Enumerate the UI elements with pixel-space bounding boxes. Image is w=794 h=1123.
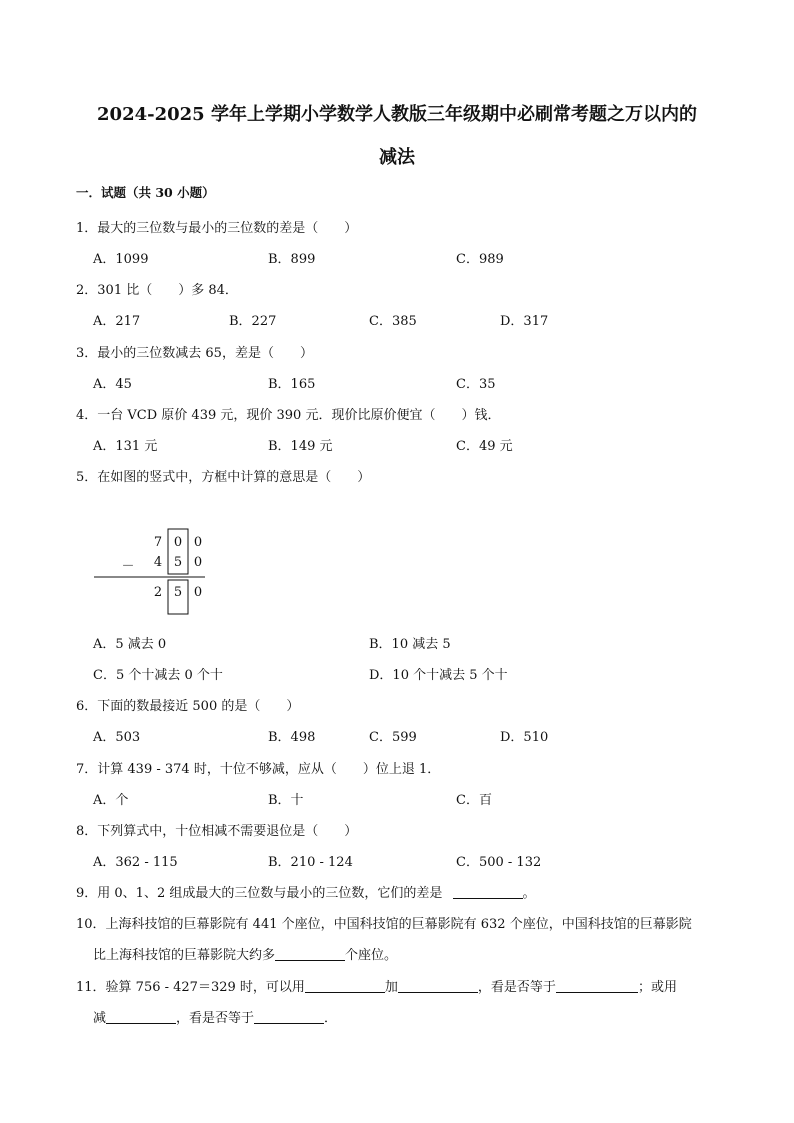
digit-r1-tens: 0 [173, 535, 183, 550]
question-10-line1: 10．上海科技馆的巨幕影院有 441 个座位，中国科技馆的巨幕影院有 632 个座位，中国科技馆的巨幕影院 [76, 917, 692, 932]
question-11-text-5: 减 [93, 1011, 107, 1026]
question-7-stem: 7．计算 439 - 374 时，十位不够减，应从（ ）位上退 1． [76, 762, 441, 777]
question-4-option-c[interactable]: C．49 元 [456, 439, 513, 454]
question-9-end: 。 [522, 886, 536, 901]
question-11-blank-2[interactable] [398, 979, 478, 993]
question-11-blank-5[interactable] [254, 1010, 324, 1024]
page-title-line1: 2024-2025 学年上学期小学数学人教版三年级期中必刷常考题之万以内的 [97, 104, 697, 125]
question-4-stem: 4．一台 VCD 原价 439 元，现价 390 元．现价比原价便宜（ ）钱． [76, 408, 501, 423]
question-11-blank-4[interactable] [106, 1010, 176, 1024]
question-11-text-1: 11．验算 756 - 427＝329 时，可以用 [76, 980, 305, 995]
question-5-stem: 5．在如图的竖式中，方框中计算的意思是（ ） [76, 470, 371, 485]
question-7-option-b[interactable]: B．十 [268, 793, 304, 808]
question-8-option-c[interactable]: C．500 - 132 [456, 855, 542, 870]
question-9-answer-blank[interactable] [453, 885, 523, 899]
question-6-option-c[interactable]: C．599 [369, 730, 417, 745]
question-11-text-2: 加 [384, 980, 398, 995]
question-2-option-c[interactable]: C．385 [369, 314, 417, 329]
question-1-option-a[interactable]: A．1099 [93, 252, 149, 267]
digit-r3-hundreds: 2 [153, 585, 163, 600]
question-11-blank-1[interactable] [305, 979, 385, 993]
digit-r3-ones: 0 [193, 585, 203, 600]
question-4-option-a[interactable]: A．131 元 [93, 439, 158, 454]
question-1-option-b[interactable]: B．899 [268, 252, 316, 267]
question-3-stem: 3．最小的三位数减去 65，差是（ ） [76, 346, 313, 361]
digit-r2-hundreds: 4 [153, 555, 163, 570]
question-10-answer-blank[interactable] [275, 947, 345, 961]
section-heading: 一．试题（共 30 小题） [76, 185, 215, 200]
question-9 [76, 882, 536, 901]
question-10-line2 [93, 944, 397, 963]
question-7-option-a[interactable]: A．个 [93, 793, 129, 808]
digit-r1-hundreds: 7 [153, 535, 163, 550]
question-2-option-b[interactable]: B．227 [229, 314, 277, 329]
question-5-option-a[interactable]: A．5 减去 0 [93, 637, 167, 652]
question-11-text-6: ，看是否等于 [176, 1011, 255, 1026]
minus-sign: － [121, 559, 135, 574]
question-5-option-b[interactable]: B．10 减去 5 [369, 637, 451, 652]
question-1-option-c[interactable]: C．989 [456, 252, 504, 267]
question-6-option-a[interactable]: A．503 [93, 730, 141, 745]
question-6-option-d[interactable]: D．510 [500, 730, 549, 745]
question-3-option-c[interactable]: C．35 [456, 377, 496, 392]
question-10-text-b: 个座位。 [345, 948, 398, 963]
digit-r2-tens: 5 [173, 555, 183, 570]
tens-column-box-lower [168, 580, 188, 614]
question-2-option-d[interactable]: D．317 [500, 314, 549, 329]
page-title-line2: 减法 [379, 147, 415, 168]
question-9-stem: 9．用 0、1、2 组成最大的三位数与最小的三位数，它们的差是 [76, 886, 443, 901]
question-8-stem: 8．下列算式中，十位相减不需要退位是（ ） [76, 824, 358, 839]
question-8-option-b[interactable]: B．210 - 124 [268, 855, 353, 870]
question-2-stem: 2．301 比（ ）多 84． [76, 283, 238, 298]
question-5-option-d[interactable]: D．10 个十减去 5 个十 [369, 668, 508, 683]
digit-r2-ones: 0 [193, 555, 203, 570]
question-3-option-a[interactable]: A．45 [93, 377, 132, 392]
question-6-stem: 6．下面的数最接近 500 的是（ ） [76, 699, 300, 714]
question-11-text-3: ，看是否等于 [477, 980, 556, 995]
question-11-line1 [76, 976, 677, 995]
question-7-option-c[interactable]: C．百 [456, 793, 492, 808]
question-11-text-7: ． [324, 1011, 338, 1026]
question-4-option-b[interactable]: B．149 元 [268, 439, 333, 454]
vertical-frame [90, 525, 220, 620]
tens-column-box-upper [168, 529, 188, 574]
digit-r1-ones: 0 [193, 535, 203, 550]
question-11-blank-3[interactable] [556, 979, 638, 993]
question-10-text-a: 比上海科技馆的巨幕影院大约多 [93, 948, 276, 963]
question-11-line2 [93, 1007, 337, 1026]
question-6-option-b[interactable]: B．498 [268, 730, 316, 745]
question-2-option-a[interactable]: A．217 [93, 314, 141, 329]
question-1-stem: 1．最大的三位数与最小的三位数的差是（ ） [76, 221, 358, 236]
question-8-option-a[interactable]: A．362 - 115 [93, 855, 178, 870]
question-3-option-b[interactable]: B．165 [268, 377, 316, 392]
question-11-text-4: ；或用 [637, 980, 677, 995]
vertical-subtraction-figure [90, 525, 220, 620]
question-5-option-c[interactable]: C．5 个十减去 0 个十 [93, 668, 223, 683]
digit-r3-tens: 5 [173, 585, 183, 600]
